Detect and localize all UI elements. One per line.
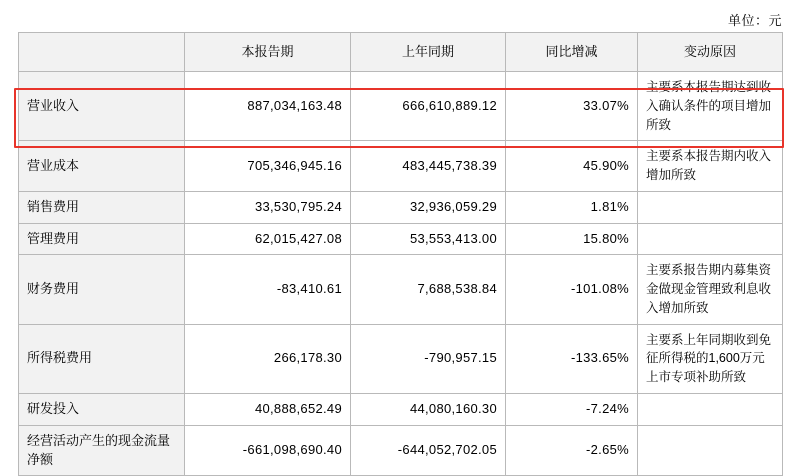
row-previous-value: 483,445,738.39 bbox=[351, 141, 506, 192]
row-previous-value: 44,080,160.30 bbox=[351, 393, 506, 425]
row-change-value: 1.81% bbox=[506, 191, 638, 223]
row-current-value: -83,410.61 bbox=[185, 255, 351, 324]
table-row bbox=[19, 141, 783, 192]
unit-note: 单位：元 bbox=[727, 13, 782, 28]
row-change-value: 15.80% bbox=[506, 223, 638, 255]
row-label: 所得税费用 bbox=[19, 324, 185, 393]
row-current-value: 33,530,795.24 bbox=[185, 191, 351, 223]
row-label: 销售费用 bbox=[19, 191, 185, 223]
row-reason-text: 主要系本报告期达到收入确认条件的项目增加所致 bbox=[638, 72, 783, 141]
table-row bbox=[19, 72, 783, 141]
financial-table bbox=[18, 32, 783, 476]
row-label: 财务费用 bbox=[19, 255, 185, 324]
row-label: 营业收入 bbox=[19, 72, 185, 141]
column-header-reason: 变动原因 bbox=[638, 33, 783, 72]
row-current-value: 705,346,945.16 bbox=[185, 141, 351, 192]
row-label: 营业成本 bbox=[19, 141, 185, 192]
table-row bbox=[19, 191, 783, 223]
table-header bbox=[19, 33, 783, 72]
row-reason-text bbox=[638, 223, 783, 255]
row-previous-value: 666,610,889.12 bbox=[351, 72, 506, 141]
row-change-value: -101.08% bbox=[506, 255, 638, 324]
row-reason-text: 主要系报告期内募集资金做现金管理致利息收入增加所致 bbox=[638, 255, 783, 324]
row-previous-value: 7,688,538.84 bbox=[351, 255, 506, 324]
row-reason-text: 主要系上年同期收到免征所得税的1,600万元上市专项补助所致 bbox=[638, 324, 783, 393]
row-current-value: 887,034,163.48 bbox=[185, 72, 351, 141]
row-label: 管理费用 bbox=[19, 223, 185, 255]
table-row bbox=[19, 324, 783, 393]
row-label: 经营活动产生的现金流量净额 bbox=[19, 425, 185, 476]
row-label: 研发投入 bbox=[19, 393, 185, 425]
column-header-previous-period: 上年同期 bbox=[351, 33, 506, 72]
financial-table-container bbox=[18, 32, 782, 476]
row-change-value: -7.24% bbox=[506, 393, 638, 425]
row-current-value: -661,098,690.40 bbox=[185, 425, 351, 476]
table-row bbox=[19, 393, 783, 425]
row-reason-text: 主要系本报告期内收入增加所致 bbox=[638, 141, 783, 192]
table-header-row bbox=[19, 33, 783, 72]
row-change-value: 33.07% bbox=[506, 72, 638, 141]
column-header-current-period: 本报告期 bbox=[185, 33, 351, 72]
row-change-value: 45.90% bbox=[506, 141, 638, 192]
row-reason-text bbox=[638, 191, 783, 223]
row-previous-value: -790,957.15 bbox=[351, 324, 506, 393]
row-previous-value: 53,553,413.00 bbox=[351, 223, 506, 255]
table-body bbox=[19, 72, 783, 476]
table-row bbox=[19, 223, 783, 255]
column-header-item bbox=[19, 33, 185, 72]
table-row bbox=[19, 255, 783, 324]
row-previous-value: -644,052,702.05 bbox=[351, 425, 506, 476]
table-row bbox=[19, 425, 783, 476]
row-current-value: 62,015,427.08 bbox=[185, 223, 351, 255]
row-current-value: 266,178.30 bbox=[185, 324, 351, 393]
row-reason-text bbox=[638, 393, 783, 425]
row-change-value: -2.65% bbox=[506, 425, 638, 476]
row-previous-value: 32,936,059.29 bbox=[351, 191, 506, 223]
row-reason-text bbox=[638, 425, 783, 476]
column-header-change: 同比增减 bbox=[506, 33, 638, 72]
row-current-value: 40,888,652.49 bbox=[185, 393, 351, 425]
row-change-value: -133.65% bbox=[506, 324, 638, 393]
